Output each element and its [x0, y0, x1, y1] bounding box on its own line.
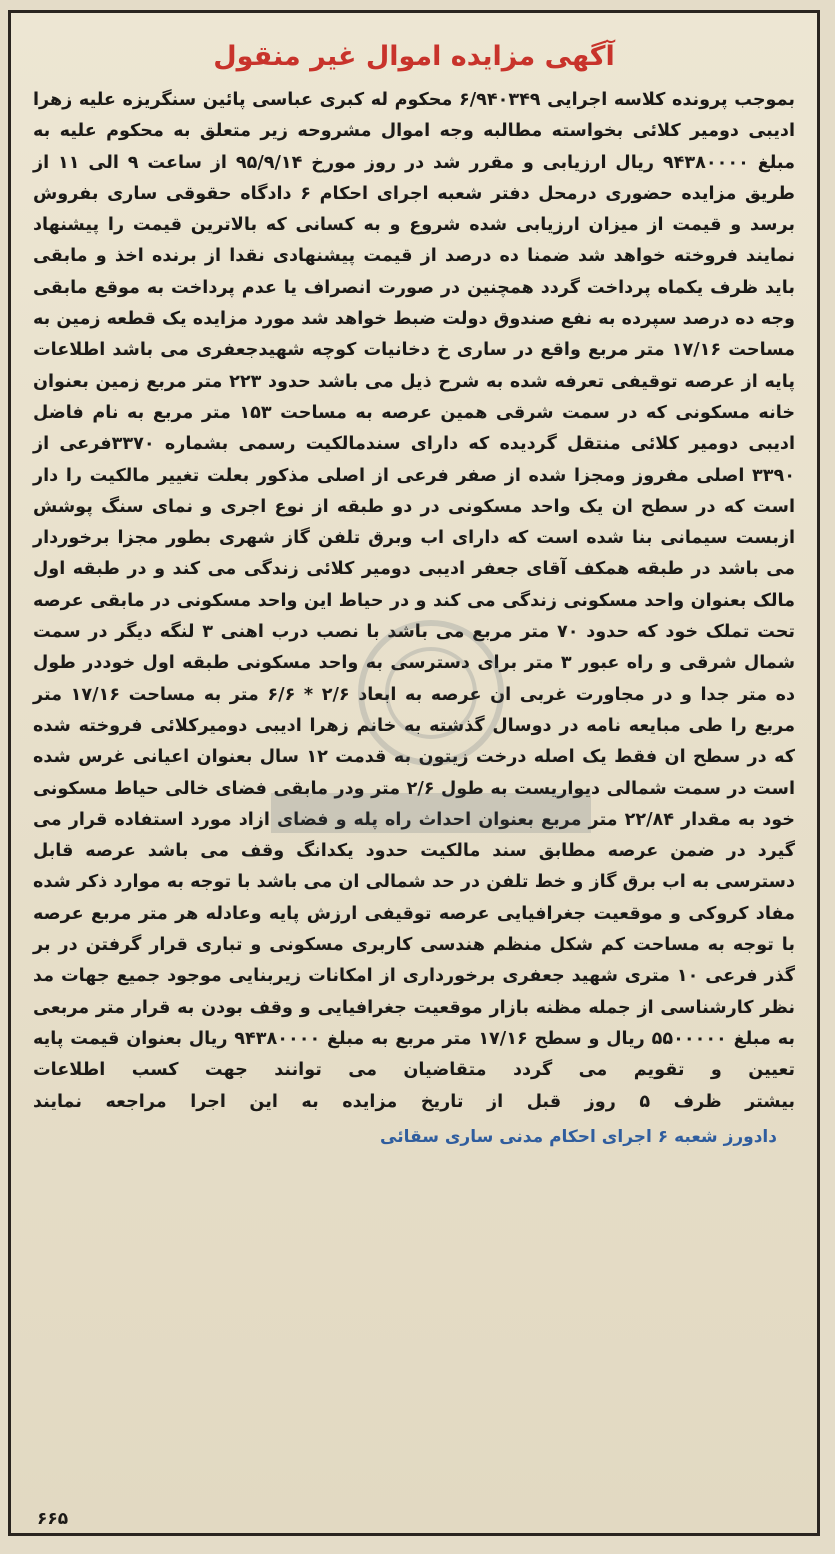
notice-code: ۶۶۵: [37, 1509, 69, 1529]
notice-clipping: [8, 10, 820, 1536]
notice-body-last-line: بیشتر ظرف ۵ روز قبل از تاریخ مزایده به این اجرا مراجعه نمایند: [33, 1091, 795, 1112]
notice-body: [33, 85, 795, 1118]
notice-title: آگهی مزایده اموال غیر منقول: [213, 41, 615, 72]
notice-signature: دادورز شعبه ۶ اجرای احکام مدنی ساری سقائی: [380, 1126, 777, 1147]
notice-body-main: بموجب پرونده کلاسه اجرایی ۶/۹۴۰۳۴۹ محکوم له کبری عباسی پائین سنگریزه علیه زهرا ادیبی دومیر کلائی بخواسته مطالبه وجه اموال مشروحه زیر متعلق به محکوم علیه به مبلغ ۹۴۳۸۰۰۰۰ ریال ارزیابی و مقرر شد در روز مورخ ۹۵/۹/۱۴ از ساعت ۹ الی ۱۱ از طریق مزایده حضوری درمحل دفتر شعبه اجرای احکام ۶ دادگاه حقوقی ساری بفروش برسد و قیمت از میزان ارزیابی شده شروع و به کسانی که بالاترین قیمت را پیشنهاد نمایند فروخته خواهد شد ضمنا ده درصد از قیمت پیشنهادی نقدا از برنده اخذ و مابقی باید ظرف یکماه پرداخت گردد همچنین در صورت انصراف یا عدم پرداخت به موقع مابقی وجه ده درصد سپرده به نفع صندوق دولت ضبط خواهد شد مورد مزایده یک قطعه زمین به مساحت ۱۷/۱۶ متر مربع واقع در ساری خ دخانیات کوچه شهیدجعفری می باشد اطلاعات پایه از عرصه توقیفی تعرفه شده به شرح ذیل می باشد حدود ۲۲۳ متر مربع زمین بعنوان خانه مسکونی که در سمت شرقی همین عرصه به مساحت ۱۵۳ متر مربع به نام فاضل ادیبی دومیر کلائی منتقل گردیده که دارای سندمالکیت رسمی بشماره ۳۳۷۰فرعی از ۳۳۹۰ اصلی مفروز ومجزا شده از صفر فرعی از اصلی مذکور بعلت تغییر مالکیت را دار است که در سطح ان یک واحد مسکونی در دو طبقه از نوع اجری و نمای سنگ پوشش ازبست سیمانی بنا شده است که دارای اب وبرق تلفن گاز شهری بطور مجزا برخوردار می باشد در طبقه همکف آقای جعفر ادیبی دومیر کلائی زندگی می کند و در طبقه اول مالک بعنوان واحد مسکونی زندگی می کند و در حیاط این واحد مسکونی در مابقی عرصه تحت تملک خود که حدود ۷۰ متر مربع می باشد با نصب درب اهنی ۳ لنگه دیگر در سمت شمال شرقی و راه عبور ۳ متر برای دسترسی به واحد مسکونی طبقه اول خوددر طول ده متر جدا و در مجاورت غربی ان عرصه به ابعاد ۲/۶ * ۶/۶ متر به مساحت ۱۷/۱۶ متر مربع را طی مبایعه نامه در دوسال گذشته به خانم زهرا ادیبی دومیرکلائی فروخته شده که در سطح ان فقط یک اصله درخت زیتون به قدمت ۱۲ سال بعنوان اعیانی غرس شده است در سمت شمالی دیواریست به طول ۲/۶ متر ودر مابقی فضای خالی حیاط مسکونی خود به مقدار ۲۲/۸۴ متر مربع بعنوان احداث راه پله و فضای ازاد مورد استفاده قرار می گیرد در ضمن عرصه مطابق سند مالکیت حدود یکدانگ وقف می باشد عرصه قابل دسترسی به اب برق گاز و خط تلفن در حد شمالی ان می باشد با توجه به موارد ذکر شده مفاد کروکی و موقعیت جغرافیایی عرصه توقیفی ارزش پایه وعادله هر متر مربع عرصه با توجه به مساحت کم شکل منظم هندسی کاربری مسکونی و تباری قرار گرفتن در بر گذر فرعی ۱۰ متری شهید جعفری برخورداری از امکانات زیربنایی موجود جمیع جهات مد نظر کارشناسی از جمله مظنه بازار موقعیت جغرافیایی و وقف بودن به قرار متر مربعی به مبلغ ۵۵۰۰۰۰۰ ریال و سطح ۱۷/۱۶ متر مربع به مبلغ ۹۴۳۸۰۰۰۰ ریال بعنوان قیمت پایه تعیین و تقویم می گردد متقاضیان می توانند جهت کسب اطلاعات: [33, 90, 796, 1081]
